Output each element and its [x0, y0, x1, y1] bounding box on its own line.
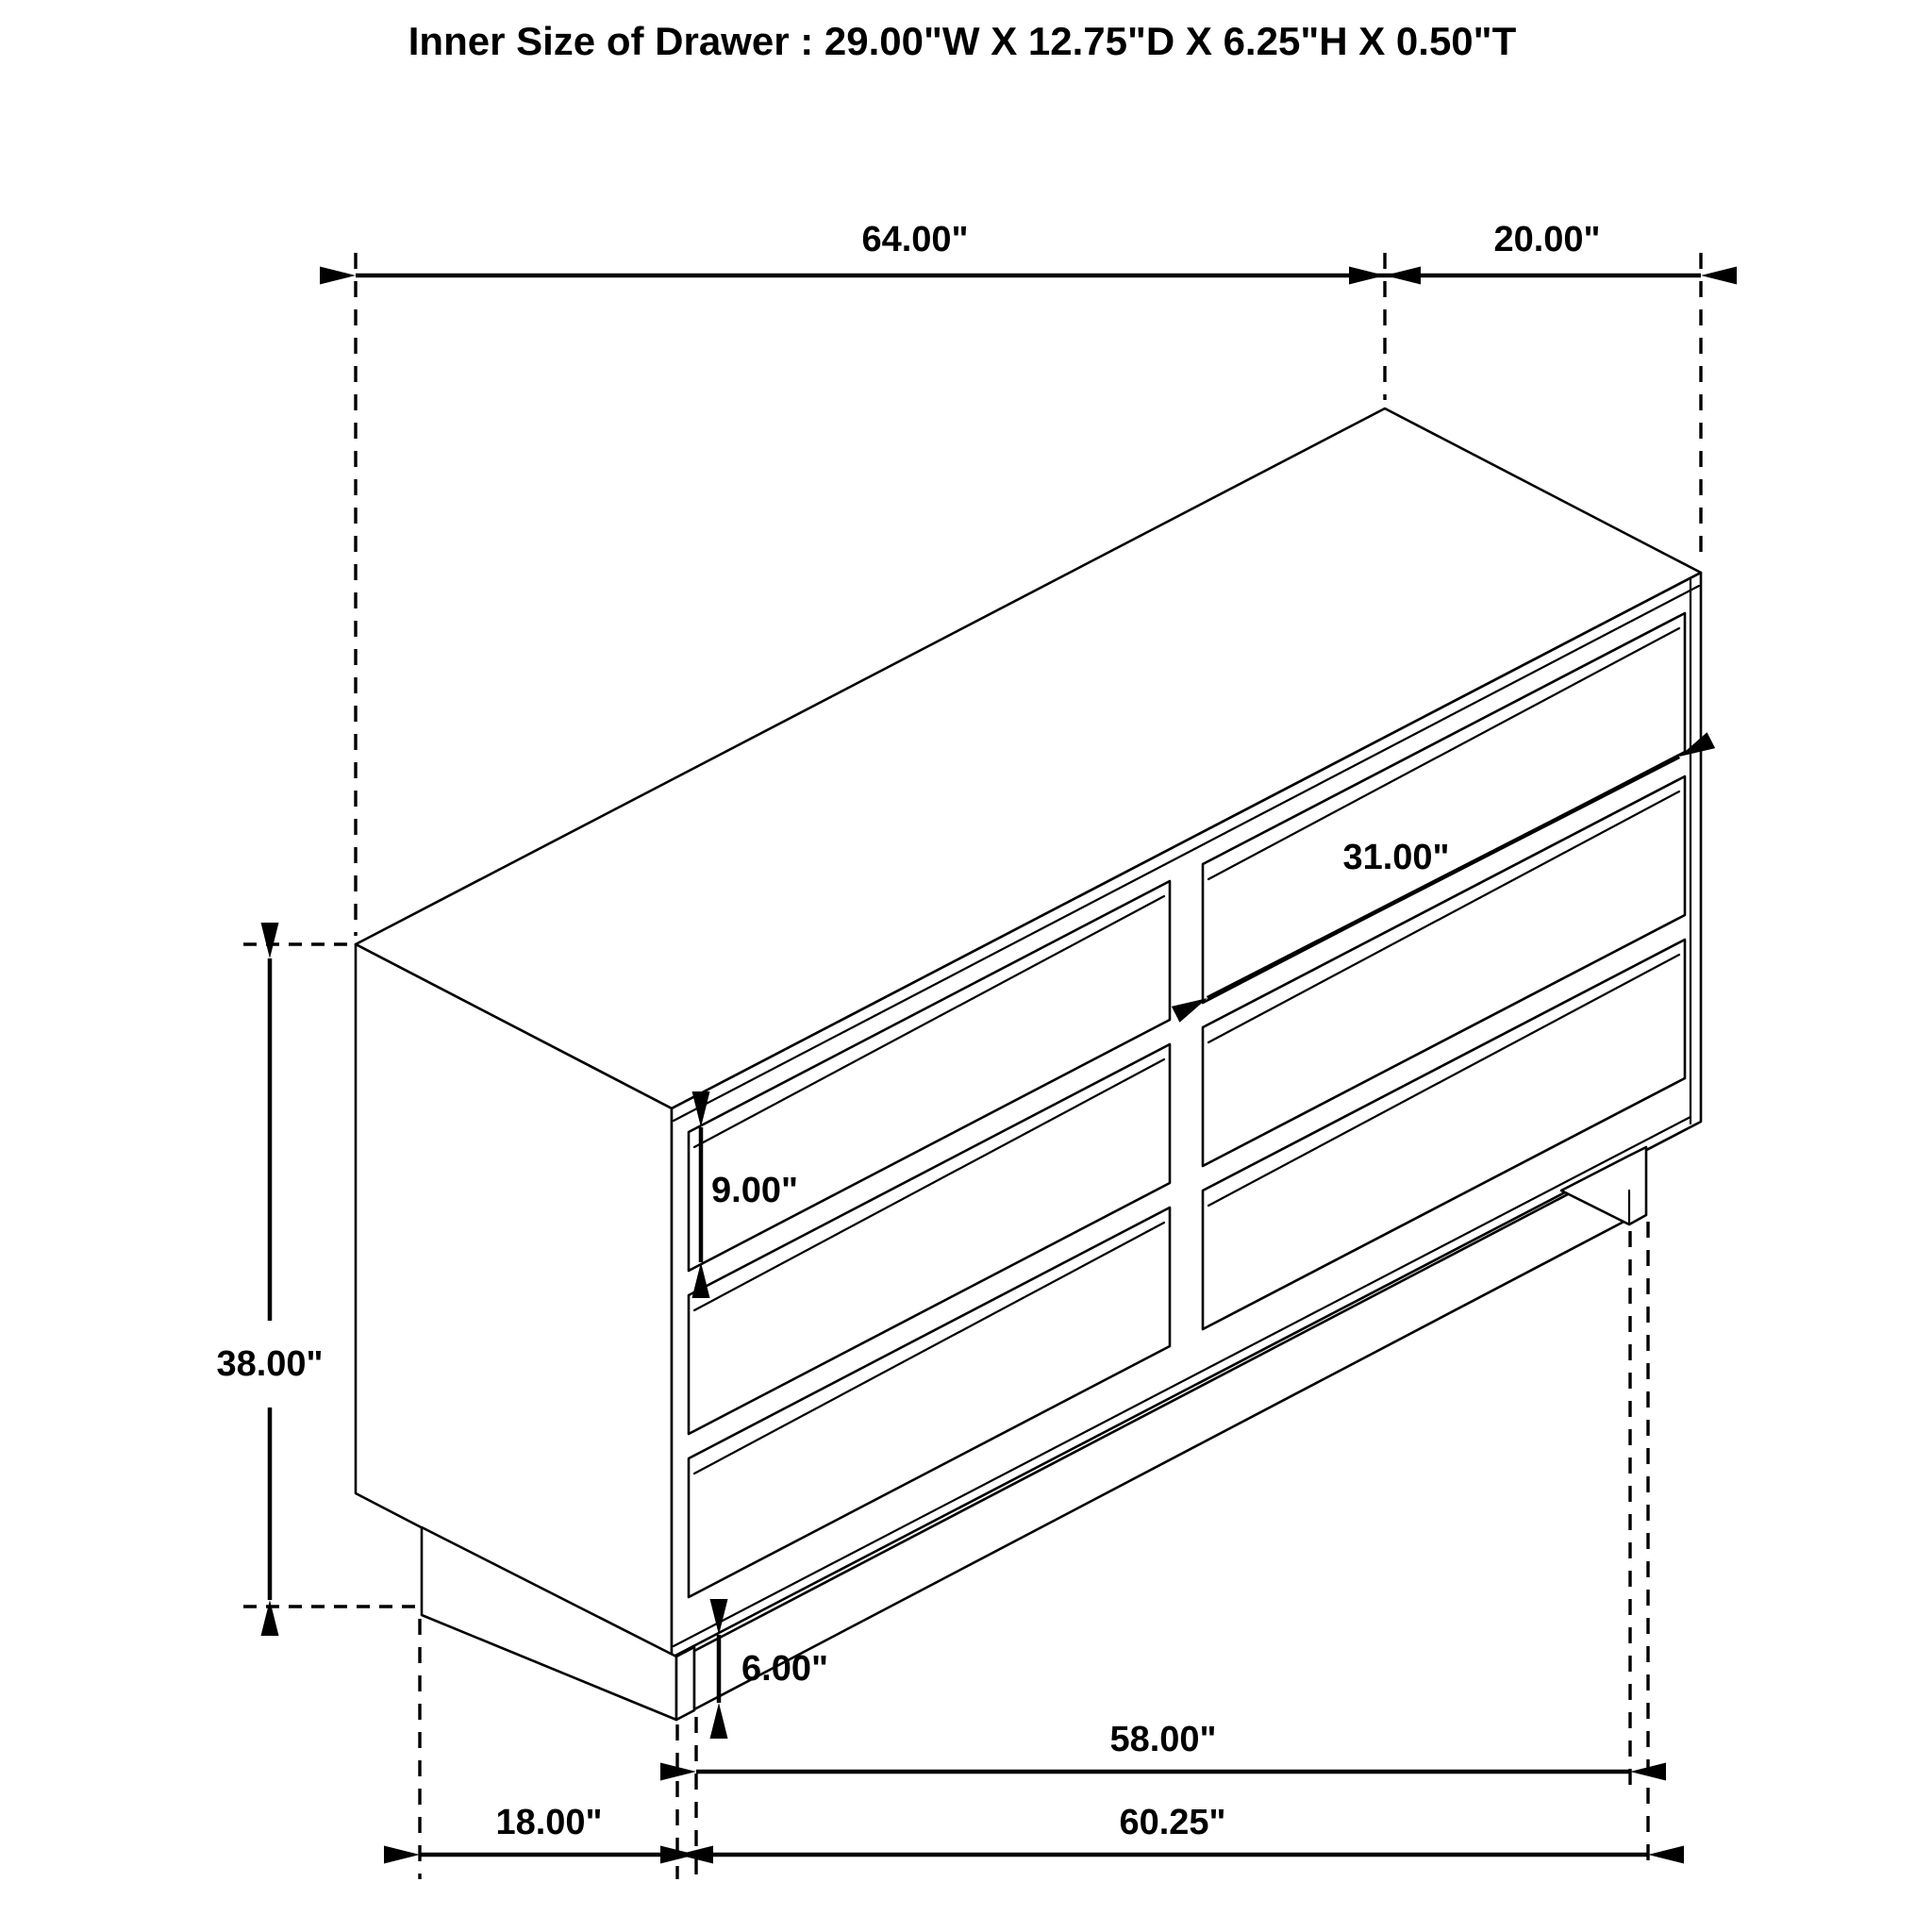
label-drawer-height: 9.00": [711, 1171, 798, 1210]
label-base-width: 60.25": [1119, 1803, 1226, 1842]
label-floor-depth: 18.00": [495, 1803, 603, 1842]
label-top-width: 64.00": [861, 220, 969, 259]
label-feet-span: 58.00": [1109, 1720, 1217, 1759]
label-top-depth: 20.00": [1493, 220, 1601, 259]
drawing-title: Inner Size of Drawer : 29.00"W X 12.75"D X 6.25"H X 0.50"T: [408, 19, 1517, 63]
base-left-foot: [676, 1647, 694, 1720]
label-overall-height: 38.00": [216, 1344, 324, 1384]
label-drawer-width: 31.00": [1342, 838, 1450, 877]
label-base-height: 6.00": [741, 1649, 828, 1689]
